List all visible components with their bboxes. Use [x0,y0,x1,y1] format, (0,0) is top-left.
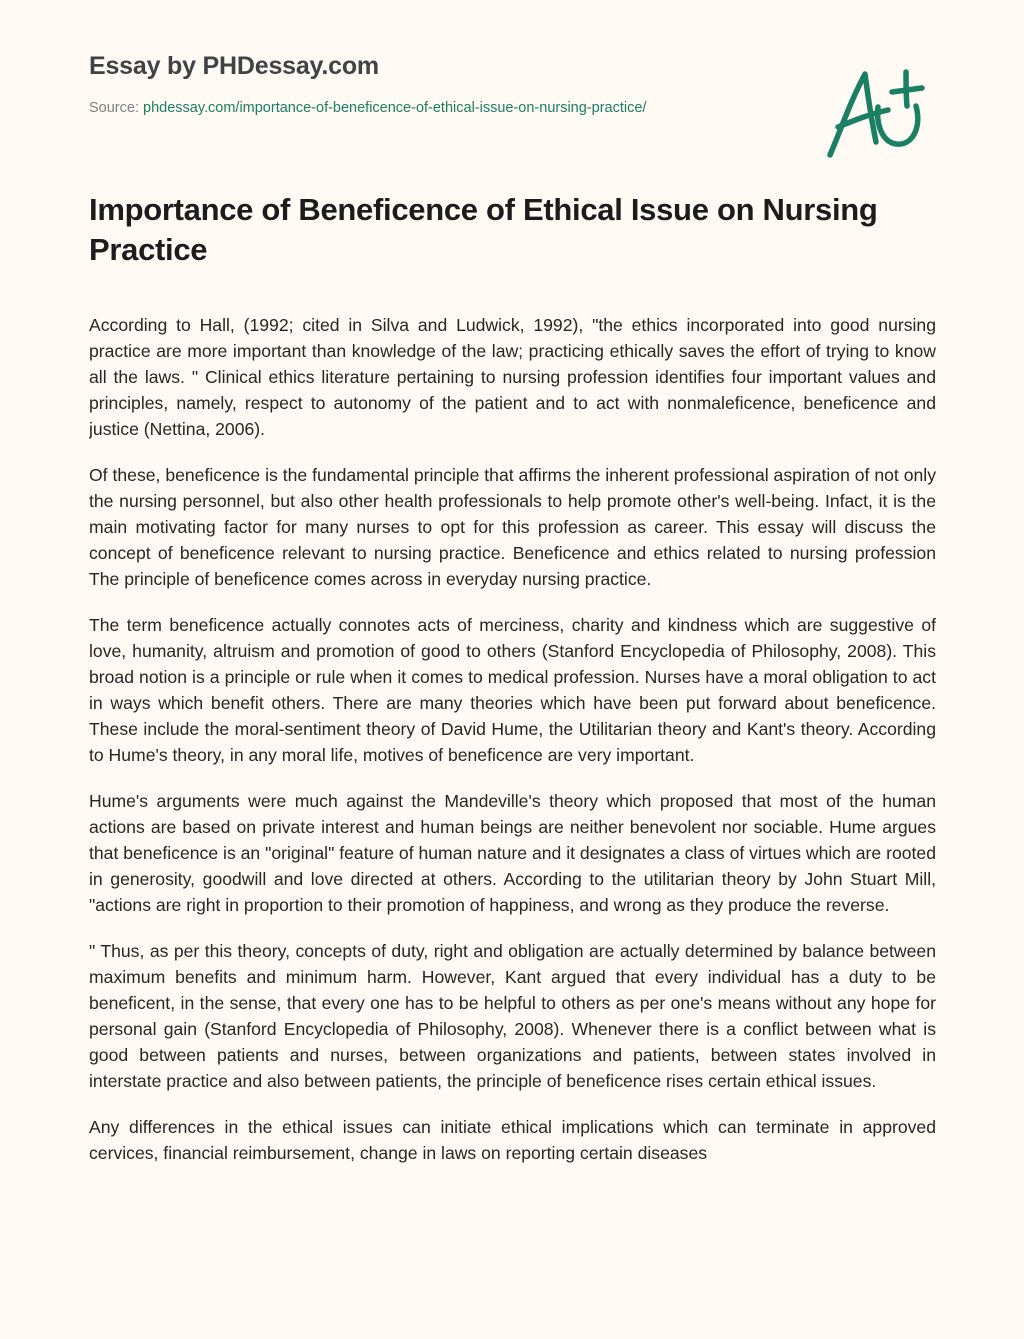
source-line [89,98,849,118]
site-title: Essay by PHDessay.com [89,52,379,80]
source-link[interactable]: phdessay.com/importance-of-beneficence-of-ethical-issue-on-nursing-practice/ [143,100,647,116]
page-header [89,48,849,118]
paragraph: According to Hall, (1992; cited in Silva and Ludwick, 1992), "the ethics incorporated into good nursing practice are more important than knowledge of the law; practicing ethically saves the effort of trying to know all the laws. " Clinical ethics literature pertaining to nursing profession identifies four important values and principles, namely, respect to autonomy of the patient and to act with nonmaleficence, beneficence and justice (Nettina, 2006). [89,315,936,439]
paragraph: " Thus, as per this theory, concepts of duty, right and obligation are actually determined by balance between maximum benefits and minimum harm. However, Kant argued that every individual has a duty to be beneficent, in the sense, that every one has to be helpful to others as per one's means without any hope for personal gain (Stanford Encyclopedia of Philosophy, 2008). Whenever there is a conflict between what is good between patients and nurses, between organizations and patients, between states involved in interstate practice and also between patients, the principle of beneficence rises certain ethical issues. [89,941,936,1091]
paragraph: Any differences in the ethical issues can initiate ethical implications which can terminate in approved cervices, financial reimbursement, change in laws on reporting certain diseases [89,1117,936,1163]
paragraph: The term beneficence actually connotes acts of merciness, charity and kindness which are suggestive of love, humanity, altruism and promotion of good to others (Stanford Encyclopedia of Philosophy, 2008). This broad notion is a principle or rule when it comes to medical profession. Nurses have a moral obligation to act in ways which benefit others. There are many theories which have been put forward about beneficence. These include the moral-sentiment theory of David Hume, the Utilitarian theory and Kant's theory. According to Hume's theory, in any moral life, motives of beneficence are very important. [89,615,936,765]
paragraph: Hume's arguments were much against the Mandeville's theory which proposed that most of the human actions are based on private interest and human beings are neither benevolent nor sociable. Hume argues that beneficence is an "original" feature of human nature and it designates a class of virtues which are rooted in generosity, goodwill and love directed at others. According to the utilitarian theory by John Stuart Mill, "actions are right in proportion to their promotion of happiness, and wrong as they produce the reverse. [89,791,936,915]
paragraph: Of these, beneficence is the fundamental principle that affirms the inherent professional aspiration of not only the nursing personnel, but also other health professionals to help promote other's well-being. Infact, it is the main motivating factor for many nurses to opt for this profession as career. This essay will discuss the concept of beneficence relevant to nursing practice. Beneficence and ethics related to nursing profession The principle of beneficence comes across in everyday nursing practice. [89,465,936,589]
document-title: Importance of Beneficence of Ethical Issue on Nursing Practice [89,192,878,267]
document-body [89,312,936,1290]
source-label: Source: [89,100,143,116]
a-plus-grade-icon [820,62,932,162]
